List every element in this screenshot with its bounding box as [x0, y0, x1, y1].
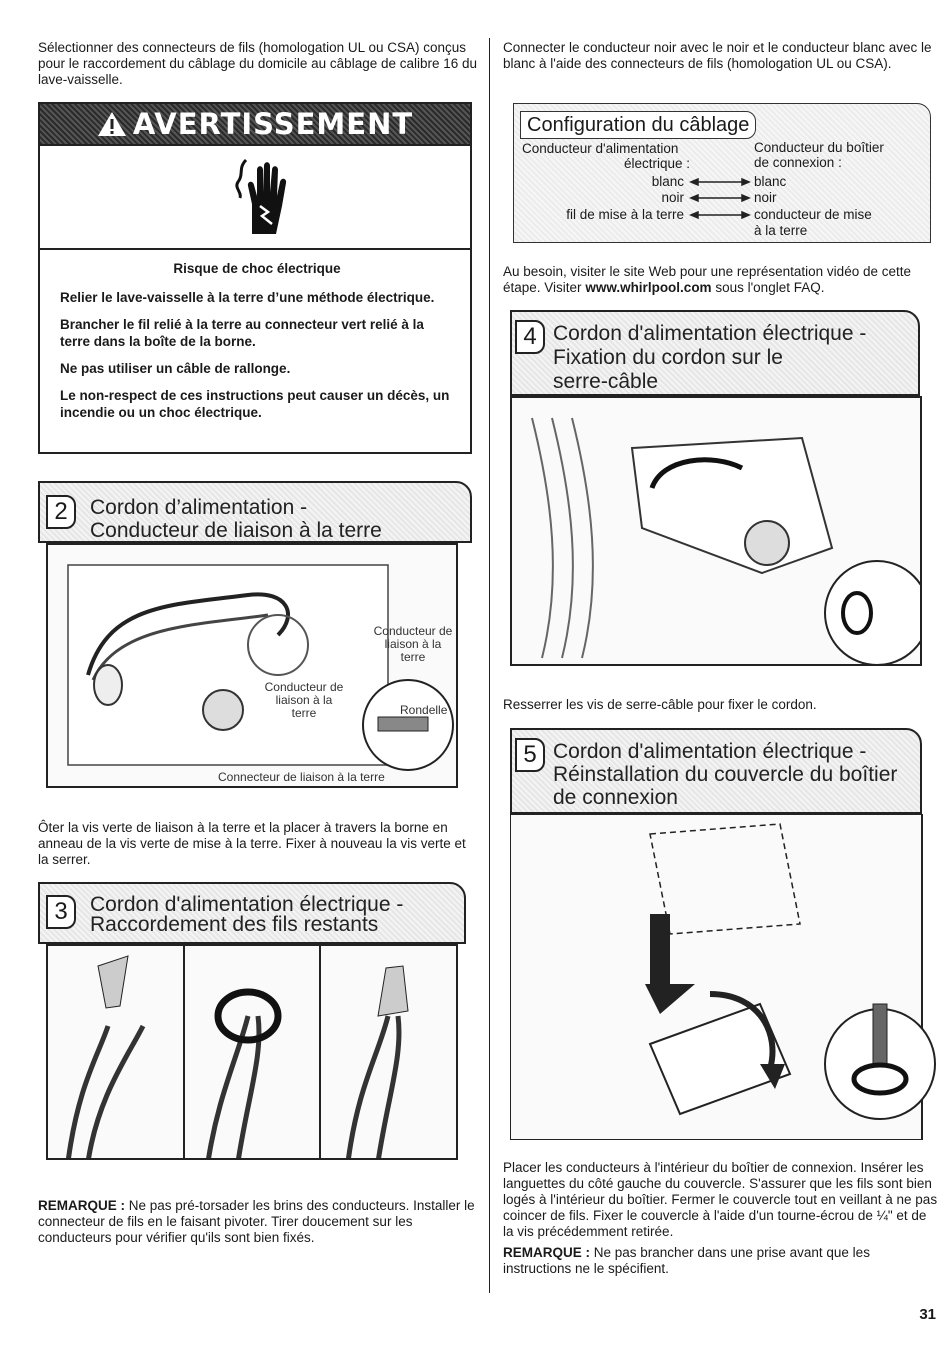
- video-text-pre: Au besoin, visiter le site Web pour une représentation vidéo de cette étape. Visiter: [503, 264, 911, 295]
- step3-title-line2: Raccordement des fils restants: [90, 913, 379, 936]
- config-col1-header-l1: Conducteur d'alimentation: [522, 141, 679, 156]
- wire-connectors-diagram: [48, 946, 458, 1160]
- step5-title-line2: Réinstallation du couvercle du boîtier: [553, 763, 898, 786]
- step3-note-text: Ne pas pré-torsader les brins des conducteurs. Installer le connecteur de fils en le faisant pivoter. Tirer doucement sur les conducteurs pour vérifier qu'ils sont bien fixés.: [38, 1198, 475, 1245]
- config-col2-header-l2: de connexion :: [754, 155, 842, 170]
- label-conducteur-liaison-terre: Conducteur de liaison à la terre: [373, 624, 453, 664]
- config-col1-header-l2: électrique :: [624, 156, 691, 171]
- step4-title-line3: serre-câble: [553, 370, 659, 393]
- step4-number: 4: [515, 320, 545, 354]
- whirlpool-link[interactable]: www.whirlpool.com: [585, 280, 712, 295]
- config-row-right: noir: [754, 190, 777, 205]
- video-text-post: sous l'onglet FAQ.: [711, 280, 825, 295]
- step2-figure: [46, 543, 458, 788]
- warning-title: AVERTISSEMENT: [132, 107, 414, 141]
- step5-note-text: Ne pas brancher dans une prise avant que les instructions ne le spécifient.: [503, 1245, 870, 1276]
- label-rondelle: Rondelle: [400, 703, 448, 717]
- warning-body: [60, 260, 454, 431]
- column-divider: [489, 38, 490, 1293]
- intro-text-right: Connecter le conducteur noir avec le noir et le conducteur blanc avec le blanc à l'aide des connecteurs de fils (homologation UL ou CSA).: [503, 40, 932, 71]
- step5-number: 5: [515, 738, 545, 772]
- electric-shock-hand-icon: [230, 156, 290, 238]
- step3-figure: [46, 944, 458, 1160]
- config-title: Configuration du câblage: [520, 111, 756, 139]
- step3-title-line1: Cordon d'alimentation électrique -: [90, 893, 404, 916]
- step4-title-line1: Cordon d'alimentation électrique -: [553, 322, 867, 345]
- step5-note: [503, 1245, 939, 1277]
- cover-reinstall-diagram: [510, 814, 946, 1140]
- config-row-right: blanc: [754, 174, 787, 189]
- step2-text: Ôter la vis verte de liaison à la terre et la placer à travers la borne en anneau de la vis verte de mise à la terre. Fixer à nouveau la vis verte et la serrer.: [38, 820, 466, 867]
- warning-icon-area: [40, 144, 470, 250]
- warning-line: Brancher le fil relié à la terre au connecteur vert relié à la terre dans la boîte de la borne.: [60, 317, 424, 349]
- step4-text: Resserrer les vis de serre-câble pour fixer le cordon.: [503, 697, 817, 712]
- warning-header: [40, 104, 470, 146]
- page-number: 31: [919, 1306, 936, 1323]
- step5-text: Placer les conducteurs à l'intérieur du boîtier de connexion. Insérer les languettes du côté gauche du couvercle. S'assurer que les fils sont bien logés à l'intérieur du boîtier. Fermer le couvercle tout en veillant à ne pas coincer de fils. Fixer le couvercle à l'aide d'un tourne-écrou de ¼" et de la vis précédemment retirée.: [503, 1160, 938, 1239]
- config-row-left: fil de mise à la terre: [566, 207, 684, 222]
- step2-title-line1: Cordon d’alimentation -: [90, 496, 308, 519]
- step4-title-line2: Fixation du cordon sur le: [553, 346, 783, 369]
- video-text: [503, 264, 939, 296]
- config-row-left: blanc: [651, 174, 684, 189]
- warning-line: Ne pas utiliser un câble de rallonge.: [60, 361, 291, 376]
- step5-title-line1: Cordon d'alimentation électrique -: [553, 740, 867, 763]
- step3-note: [38, 1198, 478, 1246]
- config-arrows: [689, 174, 751, 224]
- warning-line: Relier le lave-vaisselle à la terre d’une méthode électrique.: [60, 290, 435, 305]
- wiring-config-table: [513, 103, 931, 243]
- config-row-right: conducteur de mise: [754, 207, 872, 222]
- label-connecteur: Connecteur de liaison à la terre: [218, 770, 385, 784]
- step2-number: 2: [46, 495, 76, 529]
- warning-triangle-icon: [97, 111, 127, 137]
- warning-risk: Risque de choc électrique: [173, 261, 341, 276]
- step5-note-label: REMARQUE :: [503, 1245, 590, 1260]
- config-col2-header-l1: Conducteur du boîtier: [754, 140, 884, 155]
- warning-box: [38, 102, 472, 454]
- step2-title-line2: Conducteur de liaison à la terre: [90, 519, 382, 542]
- strain-relief-diagram: [512, 398, 922, 666]
- step3-number: 3: [46, 895, 76, 929]
- step3-note-label: REMARQUE :: [38, 1198, 125, 1213]
- step5-figure: [510, 814, 946, 1140]
- warning-line: Le non-respect de ces instructions peut causer un décès, un incendie ou un choc électrique.: [60, 388, 450, 420]
- step4-figure: [510, 396, 922, 666]
- ground-wire-diagram: [48, 545, 458, 788]
- label-conducteur-liaison-a-la-terre: Conducteur de liaison à la terre: [264, 680, 344, 720]
- config-row-left: noir: [661, 190, 684, 205]
- config-row-right-cont: à la terre: [754, 223, 808, 238]
- intro-text-left: Sélectionner des connecteurs de fils (homologation UL ou CSA) conçus pour le raccordement du câblage du domicile au câblage de calibre 16 du lave-vaisselle.: [38, 40, 478, 87]
- step5-title-line3: de connexion: [553, 786, 678, 809]
